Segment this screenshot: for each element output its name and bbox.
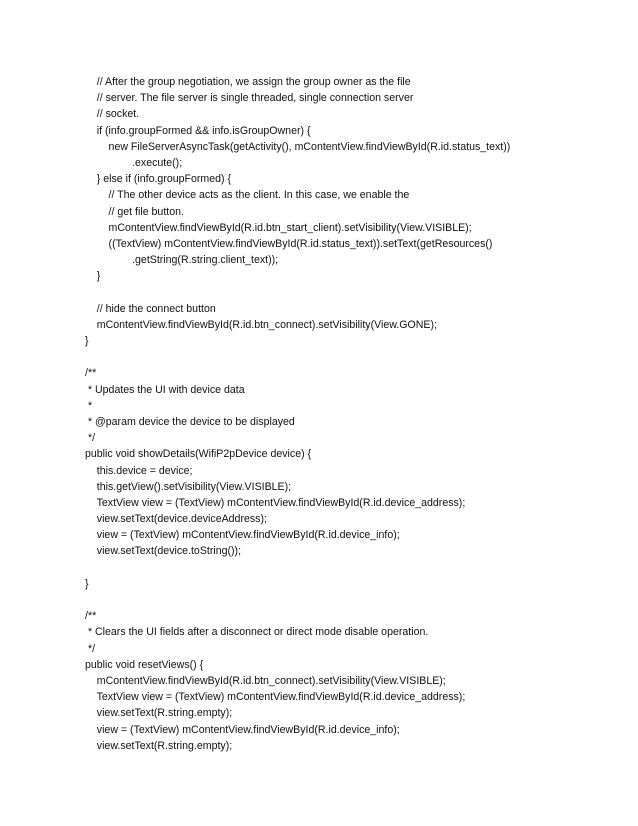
code-line — [85, 560, 625, 576]
code-line: TextView view = (TextView) mContentView.findViewById(R.id.device_address); — [85, 691, 466, 704]
code-line: // After the group negotiation, we assign the group owner as the file — [85, 76, 411, 88]
code-line: if (info.groupFormed && info.isGroupOwner) { — [85, 124, 311, 137]
code-line: // socket. — [85, 108, 140, 121]
code-line: view.setText(device.deviceAddress); — [85, 513, 267, 526]
code-line: mContentView.findViewById(R.id.btn_connect).setVisibility(View.VISIBLE); — [85, 674, 446, 687]
code-line: /** — [85, 610, 97, 623]
code-line: view.setText(R.string.empty); — [85, 707, 233, 720]
code-line: * Clears the UI fields after a disconnect or direct mode disable operation. — [85, 626, 429, 639]
code-line: .getString(R.string.client_text)); — [85, 254, 279, 267]
code-line: new FileServerAsyncTask(getActivity(), mContentView.findViewById(R.id.status_text)) — [85, 140, 511, 153]
code-line: */ — [85, 642, 96, 655]
code-line: TextView view = (TextView) mContentView.findViewById(R.id.device_address); — [85, 496, 466, 509]
code-line: * — [85, 399, 93, 412]
code-line — [85, 284, 625, 300]
code-line: public void resetViews() { — [85, 658, 204, 671]
code-line: * Updates the UI with device data — [85, 383, 245, 396]
code-line: this.device = device; — [85, 464, 193, 477]
code-line: } — [85, 270, 101, 283]
code-line: view.setText(R.string.empty); — [85, 739, 233, 752]
code-line: /** — [85, 367, 97, 380]
code-line: this.getView().setVisibility(View.VISIBLE); — [85, 480, 292, 493]
code-line: view = (TextView) mContentView.findViewById(R.id.device_info); — [85, 529, 400, 542]
code-listing — [85, 74, 625, 754]
code-line: public void showDetails(WifiP2pDevice device) { — [85, 448, 312, 461]
code-line: // hide the connect button — [85, 302, 216, 315]
code-line: * @param device the device to be displayed — [85, 415, 295, 428]
code-line: } — [85, 335, 89, 347]
code-line: mContentView.findViewById(R.id.btn_connect).setVisibility(View.GONE); — [85, 318, 437, 331]
code-line — [85, 592, 625, 608]
code-line: // The other device acts as the client. In this case, we enable the — [85, 189, 410, 202]
code-line: // server. The file server is single threaded, single connection server — [85, 92, 414, 105]
code-line: mContentView.findViewById(R.id.btn_start_client).setVisibility(View.VISIBLE); — [85, 221, 472, 234]
code-line: } else if (info.groupFormed) { — [85, 173, 232, 186]
code-line: .execute(); — [85, 156, 183, 169]
code-line — [85, 349, 625, 365]
code-line: view.setText(device.toString()); — [85, 545, 242, 558]
code-line: ((TextView) mContentView.findViewById(R.id.status_text)).setText(getResources() — [85, 237, 493, 250]
code-line: */ — [85, 432, 96, 445]
code-line: } — [85, 577, 89, 590]
code-line: // get file button. — [85, 205, 184, 218]
code-line: view = (TextView) mContentView.findViewById(R.id.device_info); — [85, 723, 400, 736]
